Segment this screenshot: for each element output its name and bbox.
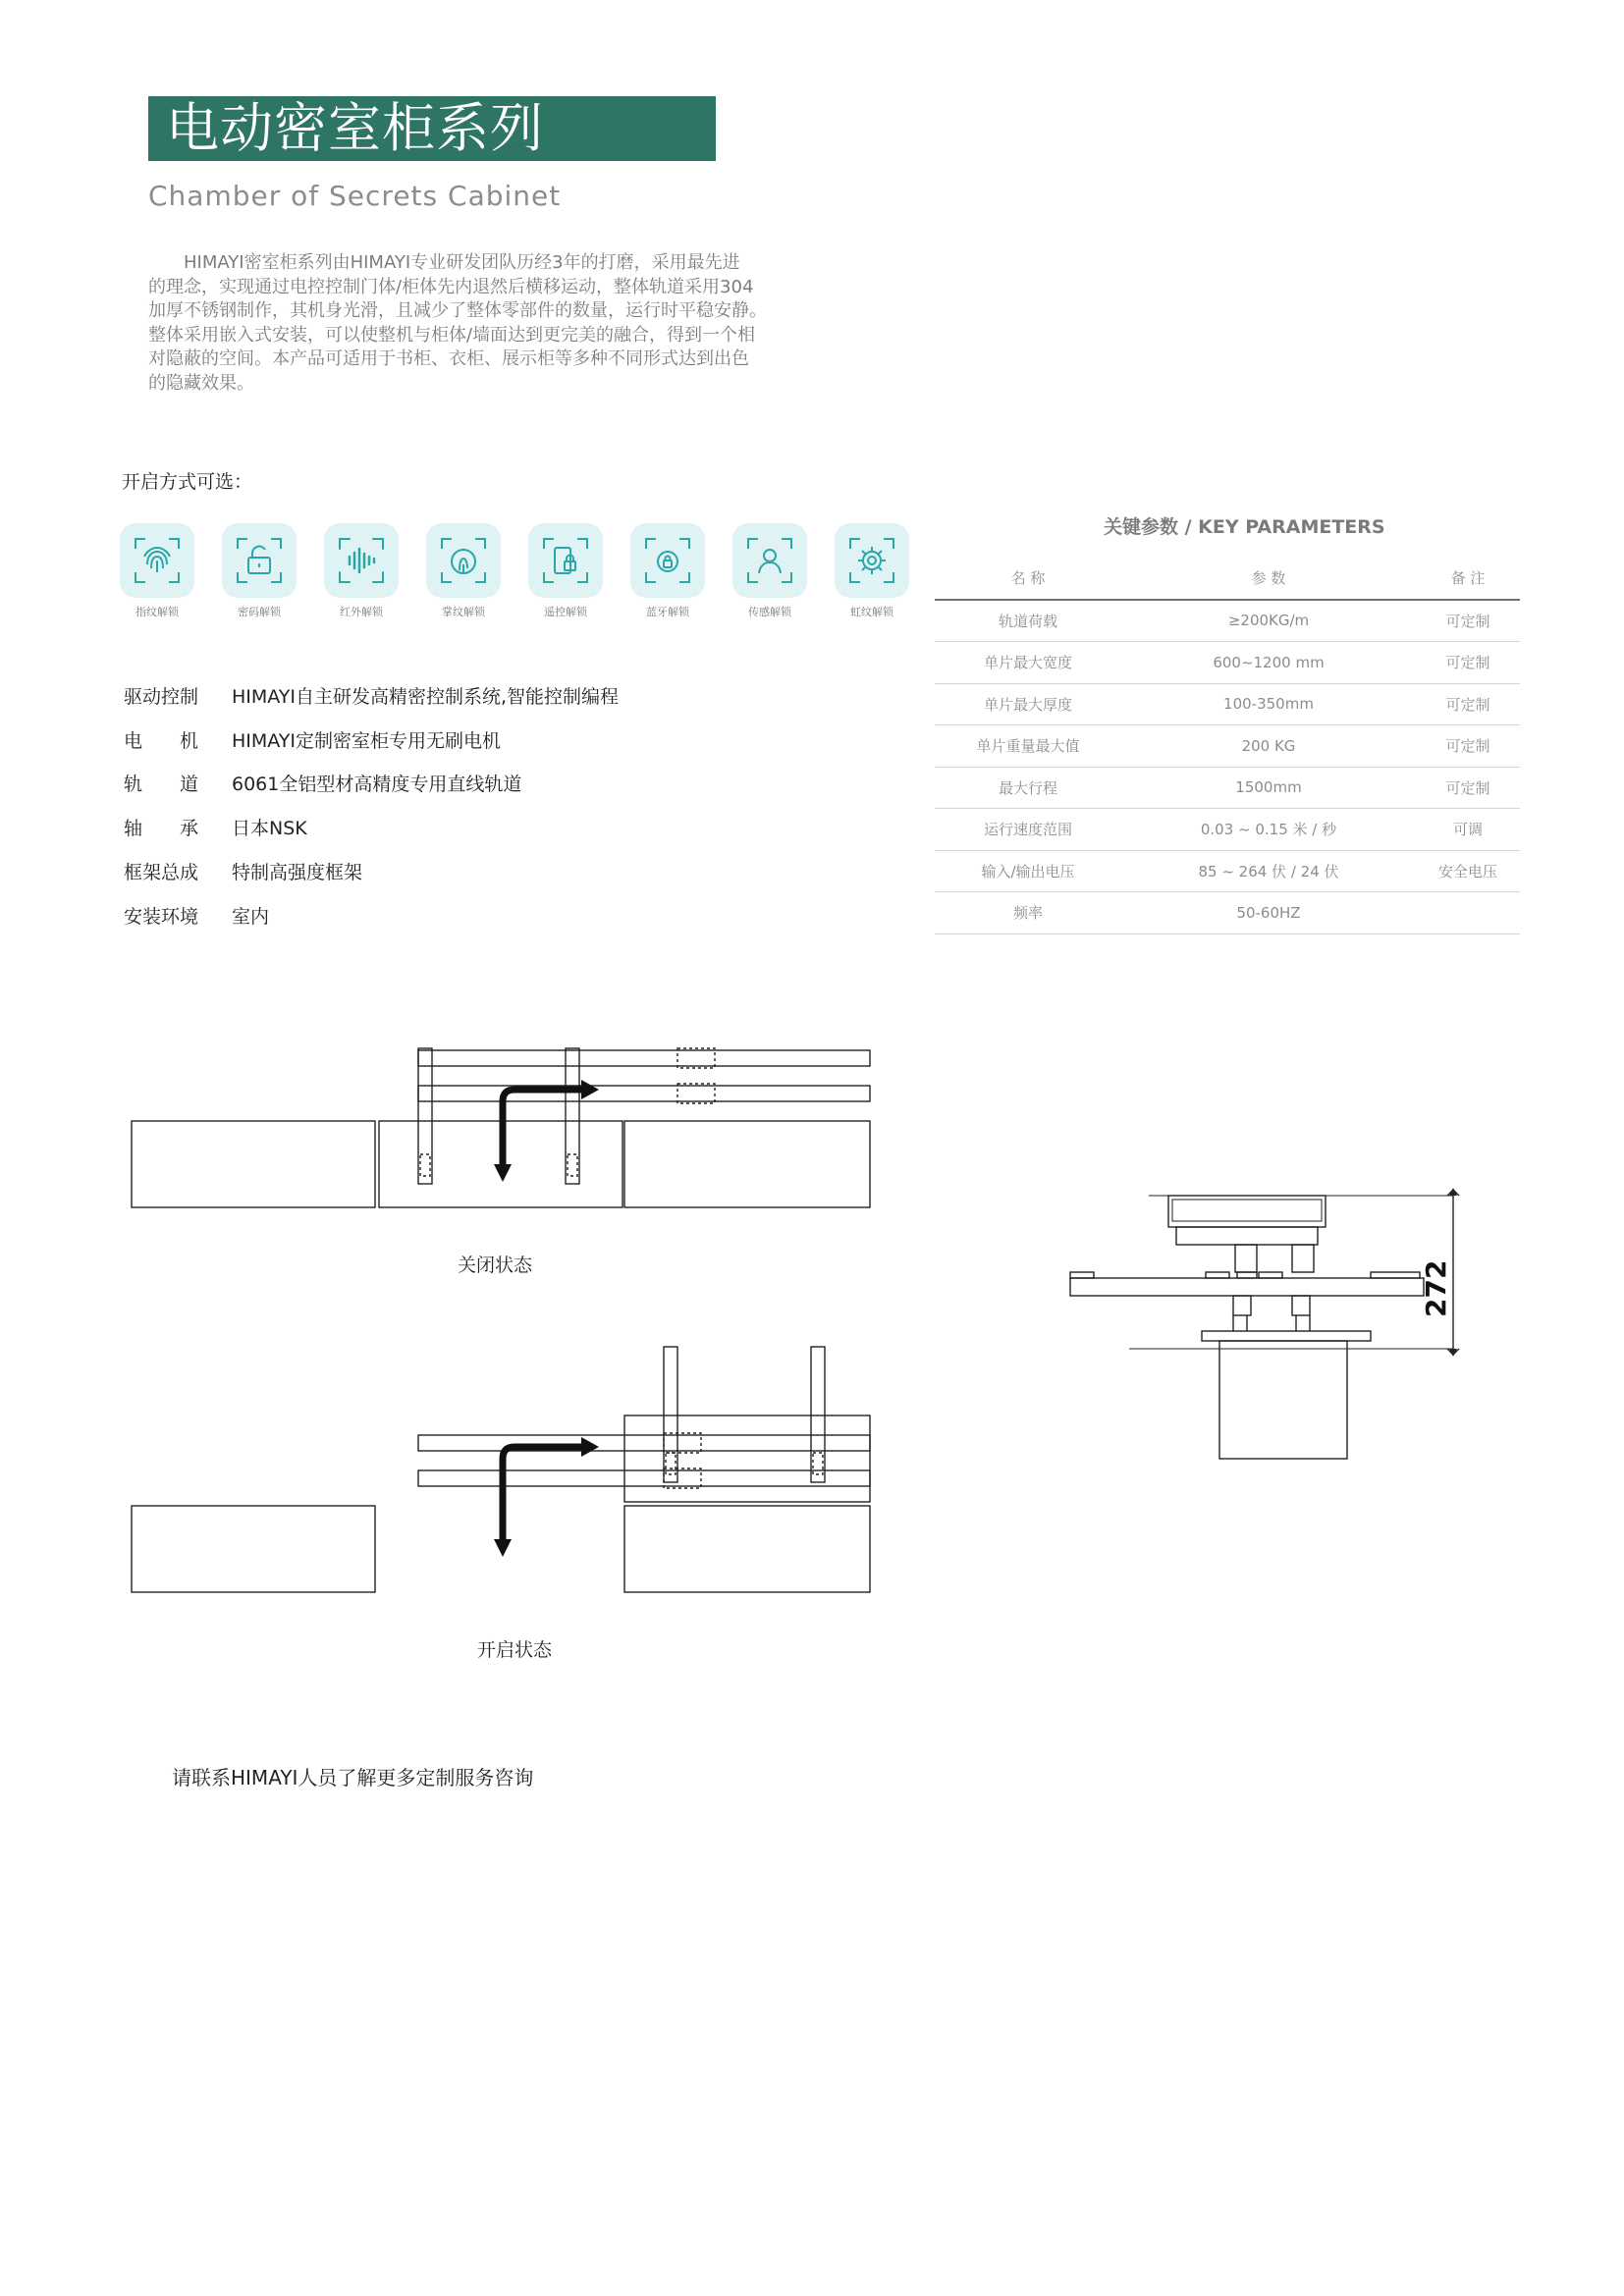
remote-phone-icon — [528, 523, 603, 598]
parameters-table — [935, 558, 1520, 934]
column-header: 名 称 — [1010, 569, 1046, 588]
spec-key: 轴 承 — [124, 818, 199, 840]
arrow-head-down — [494, 1164, 512, 1182]
spec-value: 日本NSK — [232, 818, 307, 840]
fingerprint-icon — [120, 523, 194, 598]
open-method-infrared — [320, 523, 403, 619]
palmprint-icon — [426, 523, 501, 598]
spec-key: 驱动控制 — [124, 685, 199, 708]
intro-line: 的隐藏效果。 — [148, 372, 254, 394]
table-cell: 200 KG — [1241, 736, 1296, 755]
open-method-label: 密码解锁 — [238, 606, 281, 618]
table-cell: 可定制 — [1445, 612, 1490, 630]
spec-row — [124, 762, 619, 806]
open-method-bluetooth — [626, 523, 709, 619]
left-cabinet — [132, 1121, 375, 1207]
table-cell: 50-60HZ — [1236, 903, 1301, 922]
open-state-label: 开启状态 — [477, 1639, 553, 1661]
table-cell: 0.03 ~ 0.15 米 / 秒 — [1200, 821, 1337, 839]
table-row — [935, 851, 1520, 893]
open-methods-label: 开启方式可选： — [122, 471, 253, 493]
open-methods-icons — [116, 523, 901, 631]
table-cell: 输入/输出电压 — [981, 862, 1075, 881]
open-method-label: 红外解锁 — [340, 606, 383, 618]
table-row — [935, 809, 1520, 851]
table-cell: 100-350mm — [1223, 695, 1314, 714]
intro-line: 对隐蔽的空间。本产品可适用于书柜、衣柜、展示柜等多种不同形式达到出色 — [148, 348, 749, 369]
open-method-fingerprint — [116, 523, 198, 619]
spec-row — [124, 893, 619, 937]
table-cell: 可定制 — [1445, 737, 1490, 756]
table-row — [935, 768, 1520, 810]
table-cell: 单片最大宽度 — [983, 654, 1072, 672]
table-cell: 最大行程 — [998, 778, 1057, 797]
table-cell: 可定制 — [1445, 654, 1490, 672]
arrow-head-down — [494, 1539, 512, 1557]
intro-line: HIMAYI密室柜系列由HIMAYI专业研发团队历经3年的打磨，采用最先进 — [148, 252, 740, 273]
motion-arrow — [503, 1447, 581, 1543]
spec-row — [124, 849, 619, 893]
spec-key: 框架总成 — [124, 862, 199, 884]
spec-value: HIMAYI定制密室柜专用无刷电机 — [232, 729, 502, 752]
open-method-label: 遥控解锁 — [544, 606, 587, 618]
arrow-head-right — [581, 1437, 599, 1457]
title-bar — [148, 96, 716, 161]
table-row — [935, 725, 1520, 768]
column-header: 备 注 — [1450, 569, 1486, 588]
open-method-password — [218, 523, 300, 619]
rail-upper — [418, 1435, 870, 1451]
table-row — [935, 892, 1520, 934]
table-row — [935, 601, 1520, 643]
left-cabinet — [132, 1506, 375, 1592]
intro-line: 的理念，实现通过电控控制门体/柜体先内退然后横移运动，整体轨道采用304 — [148, 276, 754, 297]
intro-paragraph — [148, 251, 836, 396]
open-method-sensor — [729, 523, 811, 619]
open-method-label: 蓝牙解锁 — [646, 606, 689, 618]
table-cell: 单片最大厚度 — [983, 695, 1072, 714]
table-cell: 85 ~ 264 伏 / 24 伏 — [1198, 862, 1339, 881]
iris-gear-icon — [835, 523, 909, 598]
section-diagram — [1060, 1188, 1492, 1472]
carriage-block — [568, 1154, 577, 1176]
padlock-icon — [222, 523, 297, 598]
rail-lower — [418, 1086, 870, 1101]
table-row — [935, 684, 1520, 726]
bearing — [1292, 1296, 1310, 1315]
spec-value: 6061全铝型材高精度专用直线轨道 — [232, 774, 522, 796]
spec-row — [124, 718, 619, 762]
open-method-palmprint — [422, 523, 505, 619]
intro-line: 加厚不锈钢制作，其机身光滑，且减少了整体零部件的数量，运行时平稳安静。 — [148, 300, 767, 321]
infrared-wave-icon — [324, 523, 399, 598]
top-panel — [1168, 1196, 1326, 1227]
open-method-iris — [831, 523, 913, 619]
cabinet-body — [1219, 1341, 1347, 1459]
bluetooth-lock-icon — [630, 523, 705, 598]
rail-upper — [418, 1050, 870, 1066]
spec-key: 轨 道 — [124, 774, 199, 796]
parameters-title: 关键参数 / KEY PARAMETERS — [1104, 516, 1385, 538]
person-sensor-icon — [732, 523, 807, 598]
rail-block — [664, 1468, 701, 1488]
intro-line: 整体采用嵌入式安装，可以使整机与柜体/墙面达到更完美的融合，得到一个相 — [148, 324, 756, 346]
main-rail — [1070, 1278, 1424, 1296]
table-cell: 频率 — [1012, 904, 1043, 923]
table-cell: 运行速度范围 — [983, 821, 1072, 839]
column-header: 参 数 — [1251, 569, 1286, 588]
page-subtitle: Chamber of Secrets Cabinet — [148, 180, 562, 212]
parameters-header — [935, 558, 1520, 601]
open-method-label: 指纹解锁 — [135, 606, 179, 618]
open-method-label: 掌纹解锁 — [442, 606, 485, 618]
open-state-diagram — [118, 1337, 884, 1602]
base-plate — [1202, 1331, 1371, 1341]
upper-bracket — [1176, 1227, 1318, 1245]
rail-lower — [418, 1470, 870, 1486]
spec-value: 特制高强度框架 — [232, 862, 363, 884]
rail-block — [664, 1433, 701, 1453]
table-cell: 可定制 — [1445, 778, 1490, 797]
bearing — [1235, 1245, 1257, 1272]
contact-note: 请联系HIMAYI人员了解更多定制服务咨询 — [172, 1766, 534, 1789]
rail-block — [677, 1084, 715, 1103]
right-cabinet — [624, 1121, 870, 1207]
table-cell: 安全电压 — [1437, 862, 1497, 881]
spec-value: 室内 — [232, 905, 270, 928]
bearing — [1233, 1296, 1251, 1315]
closed-state-diagram — [118, 1031, 884, 1227]
table-cell: 可定制 — [1445, 695, 1490, 714]
carriage-block — [420, 1154, 430, 1176]
spec-row — [124, 673, 619, 718]
table-cell: ≥200KG/m — [1227, 612, 1310, 630]
open-method-label: 虹纹解锁 — [850, 606, 893, 618]
spec-key: 电 机 — [124, 729, 199, 752]
arrow-head-right — [581, 1080, 599, 1099]
closed-state-label: 关闭状态 — [458, 1255, 533, 1276]
open-method-remote — [524, 523, 607, 619]
dimension-label: 272 — [1420, 1259, 1452, 1317]
table-cell: 单片重量最大值 — [976, 737, 1080, 756]
rail-block — [677, 1048, 715, 1068]
table-cell: 可调 — [1452, 821, 1483, 839]
table-cell: 轨道荷载 — [998, 612, 1057, 630]
table-cell: 600~1200 mm — [1213, 653, 1325, 671]
right-cabinet — [624, 1506, 870, 1592]
page-title: 电动密室柜系列 — [166, 97, 544, 159]
table-row — [935, 642, 1520, 684]
bearing — [1292, 1245, 1314, 1272]
spec-value: HIMAYI自主研发高精密控制系统,智能控制编程 — [232, 685, 620, 708]
spec-row — [124, 805, 619, 849]
open-method-label: 传感解锁 — [748, 606, 791, 618]
table-cell: 1500mm — [1235, 778, 1302, 797]
sliding-cabinet-upper — [624, 1415, 870, 1502]
spec-list — [124, 673, 619, 937]
spec-key: 安装环境 — [124, 905, 199, 928]
